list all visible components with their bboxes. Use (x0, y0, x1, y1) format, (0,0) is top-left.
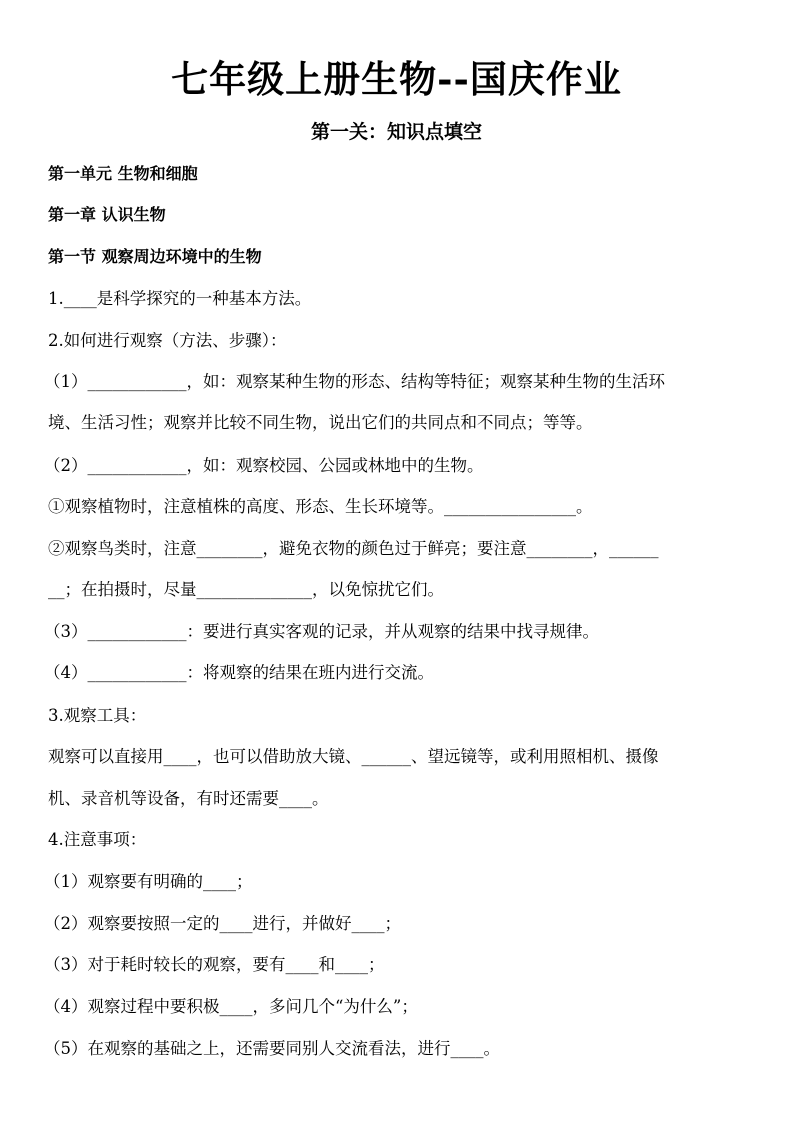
page-title: 七年级上册生物--国庆作业 (171, 57, 622, 101)
question-line: （4）观察过程中要积极____，多问几个“为什么”； (44, 997, 418, 1016)
question-line: （3）对于耗时较长的观察，要有____和____； (44, 955, 385, 974)
question-line: （2）观察要按照一定的____进行，并做好____； (44, 914, 401, 933)
question-line: 观察可以直接用____，也可以借助放大镜、______、望远镜等，或利用照相机、摄像 (48, 747, 659, 766)
question-line: __；在拍摄时，尽量______________，以免惊扰它们。 (48, 580, 444, 599)
question-line: 1.____是科学探究的一种基本方法。 (48, 289, 312, 308)
question-line: ②观察鸟类时，注意________，避免衣物的颜色过于鲜亮；要注意________，______ (48, 539, 659, 558)
page-subtitle: 第一关：知识点填空 (310, 121, 482, 143)
question-line: 2.如何进行观察（方法、步骤）： (48, 331, 287, 350)
chapter-heading: 第一章 认识生物 (48, 205, 166, 224)
question-line: ①观察植物时，注意植株的高度、形态、生长环境等。________________。 (48, 497, 593, 516)
question-line: 3.观察工具： (48, 706, 147, 725)
question-line: （1）观察要有明确的____； (44, 872, 253, 891)
section-heading: 第一节 观察周边环境中的生物 (48, 247, 262, 266)
question-line: （5）在观察的基础之上，还需要同别人交流看法，进行____。 (44, 1039, 500, 1058)
question-line: 机、录音机等设备，有时还需要____。 (48, 789, 329, 808)
question-line: （1）____________，如：观察某种生物的形态、结构等特征；观察某种生物的生活环 (44, 372, 665, 391)
question-line: （4）____________：将观察的结果在班内进行交流。 (44, 663, 434, 682)
question-line: 境、生活习性；观察并比较不同生物，说出它们的共同点和不同点；等等。 (48, 413, 593, 432)
unit-heading: 第一单元 生物和细胞 (48, 164, 198, 183)
question-line: （2）____________，如：观察校园、公园或林地中的生物。 (44, 456, 484, 475)
question-line: 4.注意事项： (48, 830, 147, 849)
question-line: （3）____________：要进行真实客观的记录，并从观察的结果中找寻规律。 (44, 622, 599, 641)
